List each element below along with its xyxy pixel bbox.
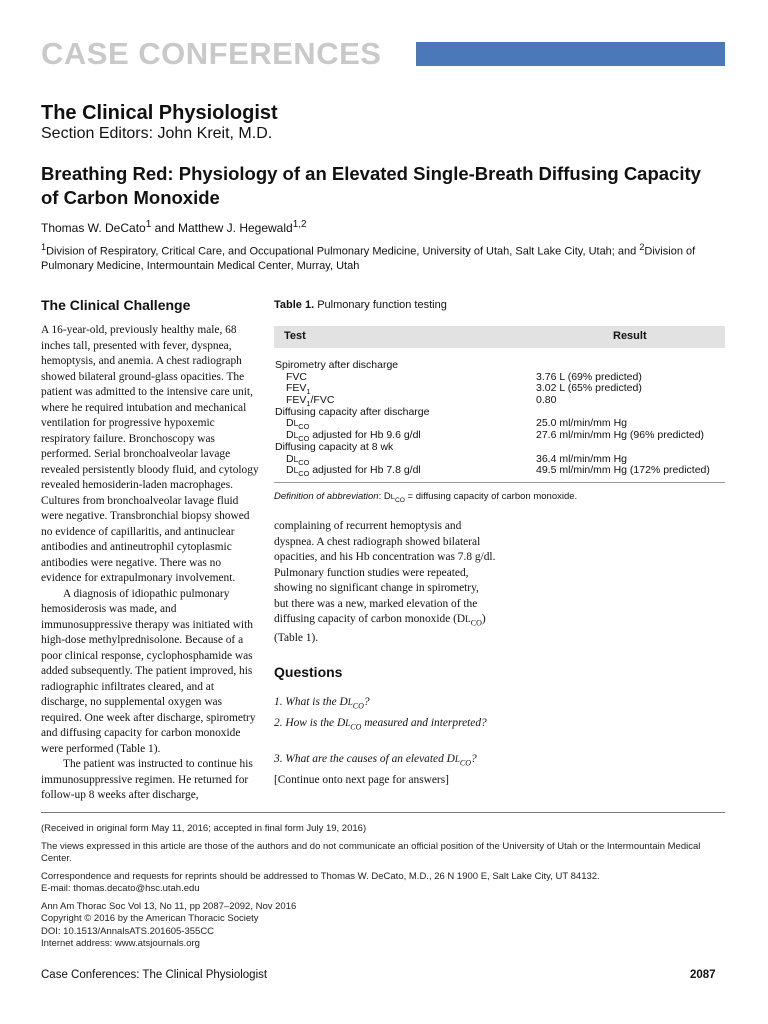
paragraph: A diagnosis of idiopathic pulmonary hemosiderosis was made, and immunosuppressive therapy was initiated with high-dose methylprednisolone. Because of a poor clinical response, cyclophosphamide was added subsequently. The patient improved, his radiographic infiltrates cleared, and at discharge, no supplemental oxygen was required. One week after discharge, spirometry and diffusing capacity for carbon monoxide were performed (Table 1). bbox=[41, 587, 256, 755]
row-label: $DL_{CO}$ adjusted for Hb 7.8 g/dl bbox=[286, 464, 421, 479]
row-value: 0.80 bbox=[536, 394, 557, 407]
table-caption bbox=[274, 298, 447, 313]
row-label: $FEV_1$ bbox=[286, 382, 311, 397]
row-value: 25.0 ml/min/mm Hg bbox=[536, 417, 628, 430]
affiliation-2-marker: 2 bbox=[639, 242, 645, 252]
internet-address: Internet address: www.atsjournals.org bbox=[41, 938, 200, 949]
running-footer: Case Conferences: The Clinical Physiologist bbox=[41, 969, 268, 981]
row-value: 3.76 L (69% predicted) bbox=[536, 370, 642, 383]
paragraph: The patient was instructed to continue his immunosuppressive regimen. He returned for follow-up 8 weeks after discharge, bbox=[41, 758, 253, 801]
page-number: 2087 bbox=[690, 969, 716, 981]
column-header-result: Result bbox=[613, 330, 647, 342]
affiliations bbox=[41, 240, 731, 273]
pulmonary-function-table bbox=[274, 360, 725, 477]
table-row bbox=[274, 407, 725, 419]
table-row bbox=[274, 395, 725, 407]
paragraph: A 16-year-old, previously healthy male, 68 inches tall, presented with fever, dyspnea, hemoptysis, and anemia. A chest radiograph showed bilateral ground-glass opacities. The patient was admitted to the intensive care unit, where he required intubation and mechanical ventilation for progressive hypoxemic respiratory failure. Bronchoscopy was performed. Serial bronchoalveolar lavage revealed persistently bloody fluid, and cytology revealed hemosiderin-laden macrophages. Cultures from bronchoalveolar lavage fluid were negative. Transbronchial biopsy showed no evidence of capillaritis, and antinuclear antibodies and antineutrophil cytoplasmic antibodies were negative. There was no evidence for extrapulmonary involvement. bbox=[41, 324, 259, 584]
row-label: $DL_{CO}$ adjusted for Hb 9.6 g/dl bbox=[286, 429, 421, 444]
footnote-label: Definition of abbreviation bbox=[274, 491, 379, 502]
table-row bbox=[274, 360, 725, 372]
table-row bbox=[274, 465, 725, 477]
row-value: 49.5 ml/min/mm Hg (172% predicted) bbox=[536, 464, 710, 477]
author-1: Thomas W. DeCato bbox=[41, 221, 146, 235]
continue-note: [Continue onto next page for answers] bbox=[274, 774, 449, 786]
disclaimer: The views expressed in this article are those of the authors and do not communicate an official position of the University of Utah or the Intermountain Medical Center. bbox=[41, 840, 701, 864]
section-title: The Clinical Physiologist bbox=[41, 102, 278, 124]
row-label: Spirometry after discharge bbox=[275, 359, 399, 371]
section-editors: Section Editors: John Kreit, M.D. bbox=[41, 125, 273, 142]
clinical-challenge-text bbox=[41, 323, 262, 804]
question-2: 2. How is the $DL_{CO}$ measured and interpreted? bbox=[274, 717, 487, 732]
clinical-challenge-continuation: complaining of recurrent hemoptysis and dyspnea. A chest radiograph showed bilateral opacities, and his Hb concentration was 7.8 g/dl. Pulmonary function studies were repeated, showing no significant change in spirometry, but there was a new, marked elevation of the diffusing capacity of carbon monoxide $(DL_{CO})$ (Table 1). bbox=[274, 520, 496, 644]
author-2-affiliation: 1,2 bbox=[292, 219, 307, 230]
footnote-text: : $DL_{CO}$ = diffusing capacity of carbon monoxide. bbox=[378, 491, 578, 504]
authors bbox=[41, 217, 307, 236]
row-label: $DL_{CO}$ bbox=[286, 417, 310, 432]
row-label: $DL_{CO}$ bbox=[286, 452, 310, 467]
row-value: 36.4 ml/min/mm Hg bbox=[536, 452, 628, 465]
row-label: $FEV_1$/FVC bbox=[286, 394, 335, 409]
table-footnote bbox=[274, 490, 577, 507]
publication-info bbox=[41, 901, 731, 951]
email: E-mail: thomas.decato@hsc.utah.edu bbox=[41, 883, 200, 894]
questions-heading: Questions bbox=[274, 664, 343, 680]
question-3: 3. What are the causes of an elevated $DL_{CO}$? bbox=[274, 753, 477, 768]
row-label: Diffusing capacity at 8 wk bbox=[275, 440, 394, 453]
received-dates: (Received in original form May 11, 2016; accepted in final form July 19, 2016) bbox=[41, 823, 367, 834]
table-row bbox=[274, 383, 725, 395]
table-label: Table 1. bbox=[274, 299, 315, 311]
table-bottom-rule bbox=[274, 482, 725, 483]
affiliation-1: Division of Respiratory, Critical Care, and Occupational Pulmonary Medicine, University of Utah, Salt Lake City, Utah; and bbox=[46, 245, 640, 258]
banner-title: CASE CONFERENCES bbox=[41, 36, 382, 71]
row-value: 3.02 L (65% predicted) bbox=[536, 382, 642, 395]
article-notes bbox=[41, 823, 731, 956]
correspondence bbox=[41, 871, 731, 896]
row-label: FVC bbox=[286, 370, 307, 383]
table-row bbox=[274, 442, 725, 454]
correspondence-address: Correspondence and requests for reprints should be addressed to Thomas W. DeCato, M.D., 26 N 1900 E, Salt Lake City, UT 84132. bbox=[41, 870, 600, 882]
banner-bar bbox=[416, 42, 725, 66]
table-title: Pulmonary function testing bbox=[314, 299, 447, 311]
affiliation-2: Division of Pulmonary Medicine, Intermountain Medical Center, Murray, Utah bbox=[41, 245, 696, 272]
row-value: 27.6 ml/min/mm Hg (96% predicted) bbox=[536, 429, 705, 442]
table-header bbox=[274, 326, 725, 348]
column-header-test: Test bbox=[284, 330, 306, 342]
affiliation-1-marker: 1 bbox=[41, 242, 47, 252]
question-1: 1. What is the $DL_{CO}$? bbox=[274, 696, 370, 711]
author-2: Matthew J. Hegewald bbox=[177, 221, 293, 235]
table-row bbox=[274, 372, 725, 384]
article-title: Breathing Red: Physiology of an Elevated Single-Breath Diffusing Capacity of Carbon Monoxide bbox=[41, 163, 701, 208]
copyright: Copyright © 2016 by the American Thoracic Society bbox=[41, 913, 259, 924]
author-1-affiliation: 1 bbox=[145, 219, 152, 230]
citation: Ann Am Thorac Soc Vol 13, No 11, pp 2087–2092, Nov 2016 bbox=[41, 900, 297, 912]
clinical-challenge-heading: The Clinical Challenge bbox=[41, 297, 191, 313]
footnote-rule bbox=[41, 812, 725, 813]
doi: DOI: 10.1513/AnnalsATS.201605-355CC bbox=[41, 925, 215, 937]
row-label: Diffusing capacity after discharge bbox=[275, 405, 430, 418]
author-conjunction: and bbox=[151, 221, 178, 235]
